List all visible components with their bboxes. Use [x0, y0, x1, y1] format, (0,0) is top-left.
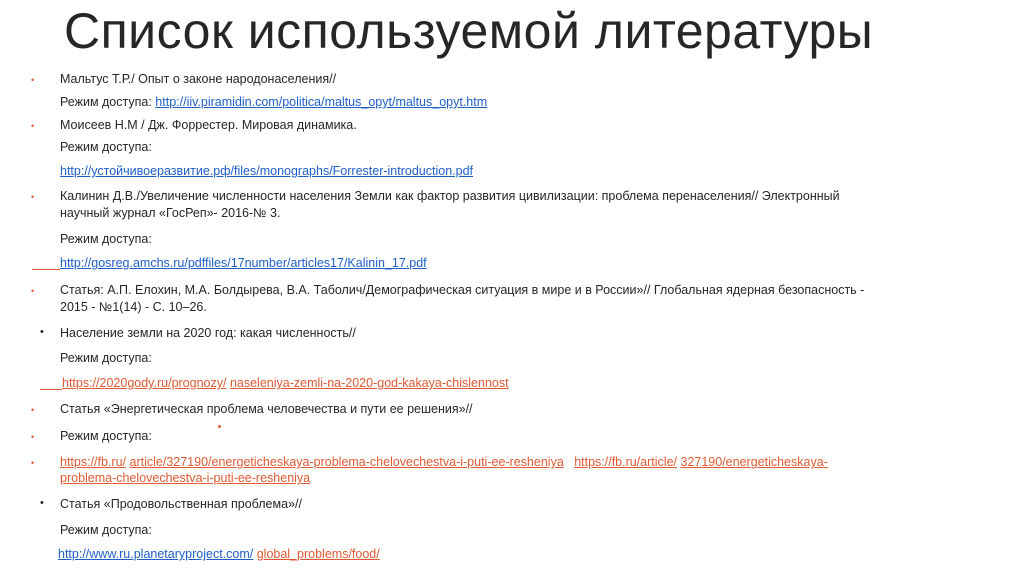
bullet: •: [31, 432, 35, 442]
ref-3-text-line1: Калинин Д.В./Увеличение численности населения Земли как фактор развития цивилизации: проблема перенаселения// Электронный: [60, 189, 840, 203]
stray-dot: [218, 425, 221, 428]
ref-3-link[interactable]: http://gosreg.amchs.ru/pdffiles/17number/articles17/Kalinin_17.pdf: [60, 256, 427, 270]
ref-5-access: Режим доступа:: [60, 351, 152, 365]
ref-5-link-b[interactable]: naseleniya-zemli-na-2020-god-kakaya-chislennost: [229, 376, 509, 390]
ref-8-link-b[interactable]: article/327190/energeticheskaya-problema-chelovechestva-i-puti-ee-resheniya: [129, 455, 564, 469]
ref-3-access: Режим доступа:: [60, 232, 152, 246]
ref-2-access: Режим доступа:: [60, 140, 152, 154]
bullet: •: [40, 497, 44, 509]
ref-5-text: Население земли на 2020 год: какая численность//: [60, 326, 356, 340]
ref-9-links: [58, 547, 380, 562]
ref-5-link-a[interactable]: https://2020gody.ru/prognozy/: [62, 376, 227, 390]
bullet: •: [31, 75, 35, 85]
ref-9-access: Режим доступа:: [60, 523, 152, 537]
ref-8-links-line1: [60, 455, 828, 470]
ref-2-text: Моисеев Н.М / Дж. Форрестер. Мировая динамика.: [60, 118, 357, 132]
ref-1-access: [60, 95, 487, 110]
ref-8-link-d[interactable]: 327190/energeticheskaya-: [680, 455, 828, 469]
bullet: •: [31, 121, 35, 131]
ref-8-link-a[interactable]: https://fb.ru/: [60, 455, 127, 469]
underline-stub: [32, 269, 60, 270]
ref-5-links: [62, 376, 509, 391]
ref-9-link-b[interactable]: global_problems/food/: [256, 547, 380, 561]
access-label: Режим доступа:: [60, 95, 156, 109]
ref-3-text-line2: научный журнал «ГосРеп»- 2016-№ 3.: [60, 206, 281, 220]
underline-stub: [40, 389, 62, 390]
ref-8-link-c[interactable]: https://fb.ru/article/: [574, 455, 678, 469]
ref-9-link-a[interactable]: http://www.ru.planetaryproject.com/: [58, 547, 254, 561]
ref-4-text-line1: Статья: А.П. Елохин, М.А. Болдырева, В.А. Таболич/Демографическая ситуация в мире и в России»// Глобальная ядерная безопасность -: [60, 283, 865, 297]
ref-1-text: Мальтус Т.Р./ Опыт о законе народонаселения//: [60, 72, 337, 86]
bullet: •: [31, 192, 35, 202]
ref-7-access: Режим доступа:: [60, 429, 152, 443]
bullet: •: [40, 326, 44, 338]
ref-6-text: Статья «Энергетическая проблема человечества и пути ее решения»//: [60, 402, 473, 416]
bullet: •: [31, 405, 35, 415]
ref-2-link[interactable]: http://устойчивоеразвитие.рф/files/monographs/Forrester-introduction.pdf: [60, 164, 474, 178]
page-title: Список используемой литературы: [64, 3, 874, 59]
bullet: •: [31, 458, 35, 468]
bullet: •: [31, 286, 35, 296]
ref-4-text-line2: 2015 - №1(14) - С. 10–26.: [60, 300, 207, 314]
ref-1-link[interactable]: http://iiv.piramidin.com/politica/maltus_opyt/maltus_opyt.htm: [155, 95, 488, 109]
ref-8-links-line2[interactable]: problema-chelovechestva-i-puti-ee-resheniya: [60, 471, 311, 485]
ref-9-text: Статья «Продовольственная проблема»//: [60, 497, 302, 511]
